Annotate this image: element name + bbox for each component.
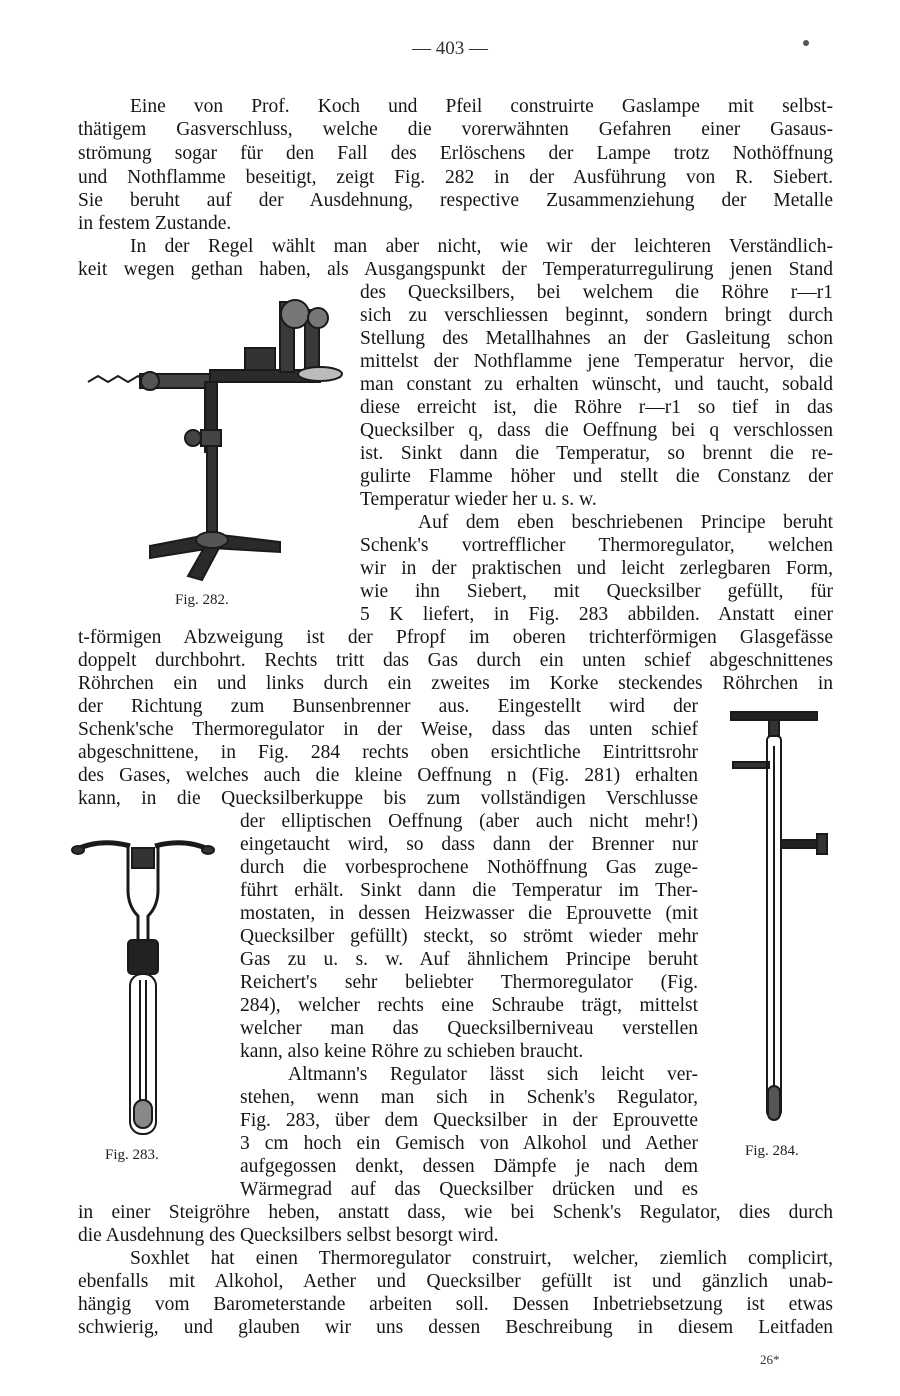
text-line: stehen, wenn man sich in Schenk's Regulator, bbox=[240, 1087, 698, 1108]
print-speck bbox=[803, 40, 809, 46]
text-line: schwierig, und glauben wir uns dessen Beschreibung in diesem Leitfaden bbox=[78, 1317, 833, 1338]
text-line: In der Regel wählt man aber nicht, wie wir der leichteren Verständlich- bbox=[130, 236, 833, 257]
text-line: thätigem Gasverschluss, welche die vorerwähnten Gefahren einer Gasaus- bbox=[78, 119, 833, 140]
text-line: kann, in die Quecksilberkuppe bis zum vollständigen Verschlusse bbox=[78, 788, 698, 809]
text-line: des Quecksilbers, bei welchem die Röhre r—r1 bbox=[360, 282, 833, 303]
text-line: mittelst der Nothflamme jene Temperatur hervor, die bbox=[360, 351, 833, 372]
text-line: sich zu verschliessen beginnt, sondern bringt durch bbox=[360, 305, 833, 326]
text-line: hängig vom Barometerstande arbeiten soll. Dessen Inbetriebsetzung ist etwas bbox=[78, 1294, 833, 1315]
text-line: der Richtung zum Bunsenbrenner aus. Eingestellt wird der bbox=[78, 696, 698, 717]
figure-283-schenk-regulator bbox=[70, 820, 230, 1150]
text-line: Soxhlet hat einen Thermoregulator construirt, welcher, ziemlich complicirt, bbox=[130, 1248, 833, 1269]
figure-282-caption: Fig. 282. bbox=[175, 592, 229, 608]
text-line: Schenk's vortrefflicher Thermoregulator, welchen bbox=[360, 535, 833, 556]
text-line: Eine von Prof. Koch und Pfeil construirte Gaslampe mit selbst- bbox=[130, 96, 833, 117]
text-line: Sie beruht auf der Ausdehnung, respective Zusammenziehung der Metalle bbox=[78, 190, 833, 211]
text-line: durch die vorbesprochene Nothöffnung Gas zuge- bbox=[240, 857, 698, 878]
text-line: Quecksilber q, dass die Oeffnung bei q verschlossen bbox=[360, 420, 833, 441]
figure-283-caption: Fig. 283. bbox=[105, 1147, 159, 1163]
signature-mark: 26* bbox=[760, 1352, 780, 1367]
text-line: mostaten, in dessen Heizwasser die Eprouvette (mit bbox=[240, 903, 698, 924]
text-line: gulirte Flamme höher und stellt die Constanz der bbox=[360, 466, 833, 487]
text-line: des Gases, welches auch die kleine Oeffnung n (Fig. 281) erhalten bbox=[78, 765, 698, 786]
text-line: t-förmigen Abzweigung ist der Pfropf im oberen trichterförmigen Glasgefässe bbox=[78, 627, 833, 648]
text-line: wie ihn Siebert, mit Quecksilber gefüllt, für bbox=[360, 581, 833, 602]
text-line: Wärmegrad auf das Quecksilber drücken und es bbox=[240, 1179, 698, 1200]
text-line: in festem Zustande. bbox=[78, 213, 232, 234]
figure-284-reichert-regulator bbox=[725, 706, 835, 1146]
text-line: führt erhält. Sinkt dann die Temperatur im Ther- bbox=[240, 880, 698, 901]
text-line: die Ausdehnung des Quecksilbers selbst besorgt wird. bbox=[78, 1225, 499, 1246]
text-line: kann, also keine Röhre zu schieben braucht. bbox=[240, 1041, 584, 1062]
text-line: 284), welcher rechts eine Schraube trägt, mittelst bbox=[240, 995, 698, 1016]
text-line: 5 K liefert, in Fig. 283 abbilden. Anstatt einer bbox=[360, 604, 833, 625]
text-line: man constant zu erhalten wünscht, und taucht, sobald bbox=[360, 374, 833, 395]
text-line: ebenfalls mit Alkohol, Aether und Quecksilber gefüllt ist und gänzlich unab- bbox=[78, 1271, 833, 1292]
text-line: Gas zu u. s. w. Auf ähnlichem Principe beruht bbox=[240, 949, 698, 970]
text-line: diese erreicht ist, die Röhre r—r1 so tief in das bbox=[360, 397, 833, 418]
text-line: Altmann's Regulator lässt sich leicht ver- bbox=[288, 1064, 698, 1085]
text-line: welcher man das Quecksilberniveau verstellen bbox=[240, 1018, 698, 1039]
text-line: Temperatur wieder her u. s. w. bbox=[360, 489, 597, 510]
text-line: keit wegen gethan haben, als Ausgangspunkt der Temperaturregulirung jenen Stand bbox=[78, 259, 833, 280]
text-line: 3 cm hoch ein Gemisch von Alkohol und Aether bbox=[240, 1133, 698, 1154]
text-line: wir in der praktischen und leicht zerlegbaren Form, bbox=[360, 558, 833, 579]
text-line: in einer Steigröhre heben, anstatt dass, wie bei Schenk's Regulator, dies durch bbox=[78, 1202, 833, 1223]
text-line: Stellung des Metallhahnes an der Gasleitung schon bbox=[360, 328, 833, 349]
text-line: abgeschnittene, in Fig. 284 rechts oben ersichtliche Eintrittsrohr bbox=[78, 742, 698, 763]
text-line: und Nothflamme beseitigt, zeigt Fig. 282 in der Ausführung von R. Siebert. bbox=[78, 167, 833, 188]
text-line: der elliptischen Oeffnung (aber auch nicht mehr!) bbox=[240, 811, 698, 832]
text-line: aufgegossen denkt, dessen Dämpfe je nach dem bbox=[240, 1156, 698, 1177]
figure-284-caption: Fig. 284. bbox=[745, 1143, 799, 1159]
text-line: Reichert's sehr beliebter Thermoregulator (Fig. bbox=[240, 972, 698, 993]
text-line: ist. Sinkt dann die Temperatur, so brennt die re- bbox=[360, 443, 833, 464]
text-line: Quecksilber gefüllt) steckt, so strömt wieder mehr bbox=[240, 926, 698, 947]
text-line: strömung sogar für den Fall des Erlöschens der Lampe trotz Nothöffnung bbox=[78, 143, 833, 164]
text-line: Auf dem eben beschriebenen Principe beruht bbox=[418, 512, 833, 533]
figure-282-gas-lamp bbox=[80, 290, 350, 590]
text-line: Fig. 283, über dem Quecksilber in der Eprouvette bbox=[240, 1110, 698, 1131]
text-line: eingetaucht wird, so dass dann der Brenner nur bbox=[240, 834, 698, 855]
text-line: Schenk'sche Thermoregulator in der Weise, dass das unten schief bbox=[78, 719, 698, 740]
page-number: — 403 — bbox=[412, 38, 488, 59]
text-line: Röhrchen ein und links durch ein zweites im Korke steckendes Röhrchen in bbox=[78, 673, 833, 694]
text-line: doppelt durchbohrt. Rechts tritt das Gas durch ein unten schief abgeschnittenes bbox=[78, 650, 833, 671]
